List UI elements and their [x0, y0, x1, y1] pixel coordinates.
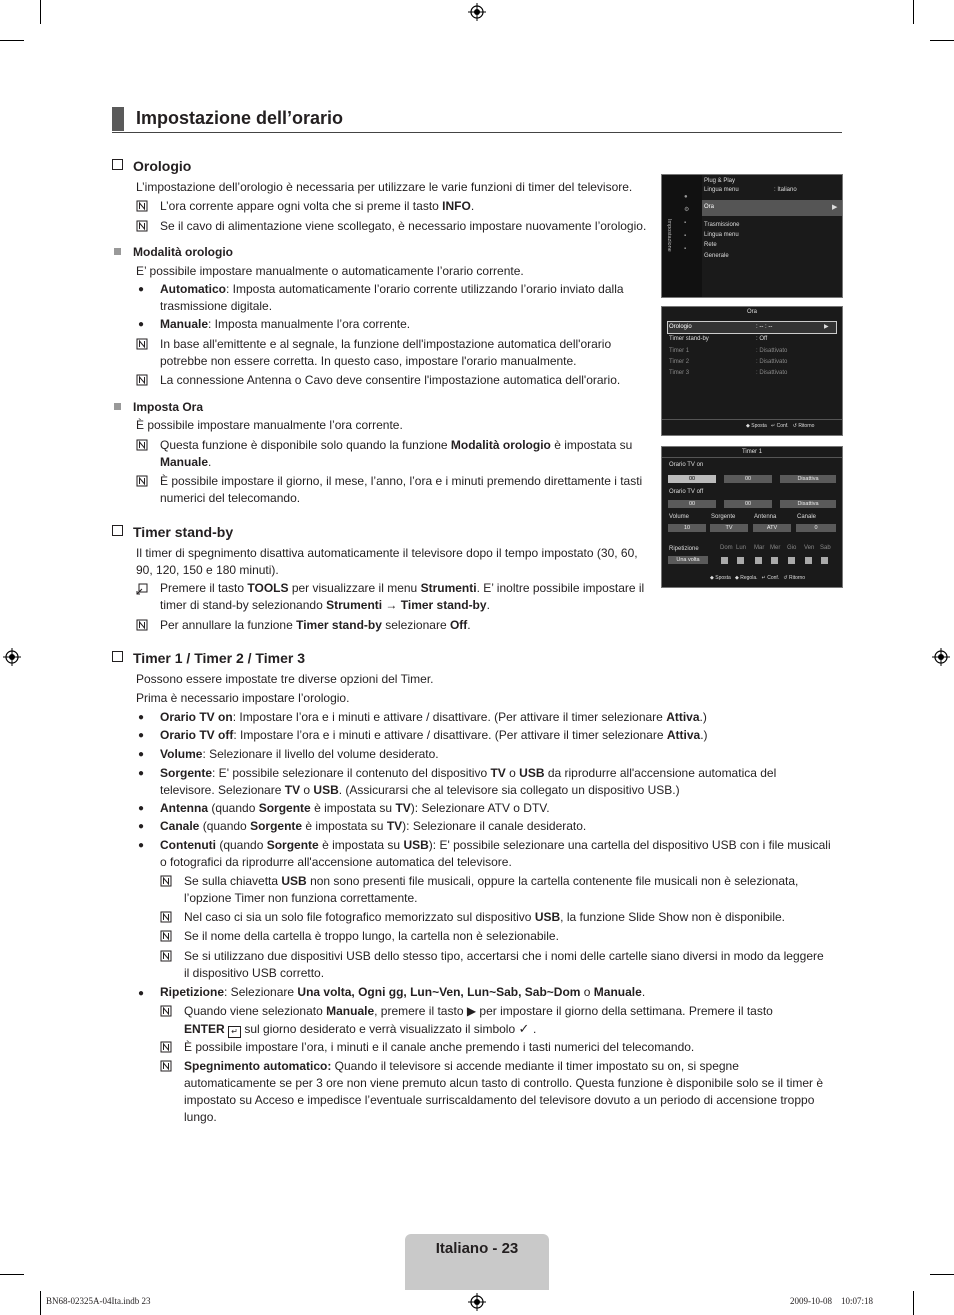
bullet-text: Ripetizione: Selezionare Una volta, Ogni gg, Lun~Ven, Lun~Sab, Sab~Dom o Manuale. [160, 985, 646, 999]
day-label: Sab [820, 545, 831, 551]
note-icon [160, 911, 172, 923]
note-icon [136, 619, 148, 631]
menu-item[interactable]: Lingua menu [704, 187, 739, 193]
bullet-icon: ● [138, 284, 145, 295]
page-title: Impostazione dell’orario [136, 108, 344, 128]
day-checkbox[interactable] [788, 557, 795, 564]
volume-field[interactable]: 10 [668, 524, 706, 532]
day-label: Mar [754, 545, 765, 551]
off-activate-field[interactable]: Disattiva [780, 500, 836, 508]
crop-mark [40, 0, 41, 24]
note-icon [160, 1060, 172, 1072]
side-label: Impostazione [666, 219, 672, 252]
bullet-icon: ● [138, 749, 145, 760]
square-bullet-icon [114, 248, 121, 255]
return-icon: ↺ [792, 423, 797, 429]
crop-mark [0, 1274, 24, 1275]
screen-title: Ora [746, 309, 757, 315]
tv-screen-timer1 [661, 446, 843, 588]
col-label: Volume [669, 514, 690, 520]
field-label: Ripetizione [669, 546, 699, 552]
note-text: Nel caso ci sia un solo file fotografico memorizzato sul dispositivo USB, la funzione Slide Show non è disponibile. [184, 910, 785, 924]
note-text: Questa funzione è disponibile solo quando la funzione Modalità orologio è impostata su Manuale. [160, 438, 633, 469]
arrow-right-icon: ▶ [824, 324, 829, 330]
note-icon [136, 338, 148, 350]
tv-screen-setup-menu [661, 174, 843, 298]
note-icon [160, 1005, 172, 1017]
note-text: Spegnimento automatico: Quando il televisore si accende mediante il timer impostato su on, si spegne automaticamente se per 3 ore non viene premuto alcun tasto di controllo. Questa funzione è disponibile solo se il timer è impostato su Acceso e impedisce l’eventuale surriscaldamento del televisore dovuto a un periodo di accensione troppo lungo. [184, 1059, 824, 1124]
print-slug-right: 2009-10-08 10:07:18 [790, 1296, 873, 1306]
note-icon [136, 439, 148, 451]
enter-icon: ↵ [228, 1026, 241, 1038]
note-text: Quando viene selezionato Manuale, premere il tasto ▶ per impostare il giorno della settimana. Premere il tasto ENTER ↵ sul giorno desiderato e verrà visualizzato il simbolo ✓ . [184, 1004, 773, 1036]
day-checkbox[interactable] [755, 557, 762, 564]
setting-label[interactable]: Timer 2 [669, 359, 690, 365]
setting-value: : -- : -- [756, 324, 773, 330]
page-title-bar [112, 107, 842, 133]
bullet-icon: ● [138, 712, 145, 723]
menu-item[interactable]: Trasmissione [704, 222, 740, 228]
crop-mark [0, 40, 24, 41]
menu-item[interactable]: Generale [704, 253, 729, 259]
print-slug-left: BN68-02325A-04Ita.indb 23 [46, 1296, 151, 1306]
col-label: Canale [797, 514, 817, 520]
crop-mark [40, 1291, 41, 1315]
day-checkbox[interactable] [721, 557, 728, 564]
crop-mark [913, 1291, 914, 1315]
on-hour-field[interactable]: 00 [668, 475, 716, 483]
registration-mark-icon [468, 3, 486, 21]
note-icon [136, 220, 148, 232]
field-label: Orario TV off [669, 489, 704, 495]
note-text: Per annullare la funzione Timer stand-by selezionare Off. [160, 618, 471, 632]
bullet-text: Volume: Selezionare il livello del volume desiderato. [160, 747, 439, 761]
menu-icon-col: ● ⚙ ▪ ▪ ▪ [684, 194, 690, 252]
menu-item[interactable]: Rete [704, 242, 717, 248]
subsection-imposta-ora: Imposta Ora [114, 400, 203, 414]
paragraph: È possibile impostare manualmente l’ora corrente. [136, 418, 403, 432]
bullet-text: Automatico: Imposta automaticamente l’orario corrente utilizzando l’orario inviato dalla trasmissione digitale. [160, 282, 624, 313]
note-icon [136, 475, 148, 487]
day-checkbox[interactable] [737, 557, 744, 564]
tools-icon [136, 583, 148, 595]
note-text: In base all'emittente e al segnale, la funzione dell'impostazione automatica dell'orario potrebbe non essere corretta. In questo caso, impostare l'orario manualmente. [160, 337, 612, 368]
bullet-icon: ● [138, 821, 145, 832]
checkbox-icon [112, 159, 123, 170]
bullet-icon: ● [138, 730, 145, 741]
section-timer-standby: Timer stand-by [112, 524, 233, 540]
setting-value: : Disattivato [756, 348, 788, 354]
setting-value: : Disattivato [756, 359, 788, 365]
section-heading: Orologio [133, 158, 192, 174]
menu-item-selected[interactable]: Ora [704, 204, 715, 210]
footer-hint: ◆ Sposta ◆ Regola. ↵ Conf. ↺ Ritorno [710, 575, 806, 581]
crop-mark [930, 40, 954, 41]
crop-mark [930, 1274, 954, 1275]
off-hour-field[interactable]: 00 [668, 500, 716, 508]
note-text: Se il cavo di alimentazione viene scollegato, è necessario impostare nuovamente l’orologio. [160, 219, 647, 233]
repeat-field[interactable]: Una volta [668, 556, 708, 564]
subsection-modalita: Modalità orologio [114, 245, 233, 259]
col-label: Sorgente [711, 514, 736, 520]
day-checkbox[interactable] [805, 557, 812, 564]
day-label: Dom [720, 545, 733, 551]
day-checkbox[interactable] [771, 557, 778, 564]
registration-mark-icon [3, 648, 21, 666]
bullet-text: Contenuti (quando Sorgente è impostata su USB): E' possibile selezionare una cartella del dispositivo USB con i file musicali o fotografici da riprodurre all'accensione automatica del televisore. [160, 838, 831, 869]
bullet-text: Canale (quando Sorgente è impostata su TV): Selezionare il canale desiderato. [160, 819, 587, 833]
arrow-right-icon: ▶ [832, 204, 838, 211]
note-text: Premere il tasto TOOLS per visualizzare il menu Strumenti. E’ inoltre possibile impostare il timer di stand-by selezionando Strumenti → Timer stand-by. [160, 581, 645, 612]
note-text: Se si utilizzano due dispositivi USB dello stesso tipo, accertarsi che i nomi delle cartelle siano diversi in modo da leggere il dispositivo USB corretto. [184, 949, 824, 980]
bullet-icon: ● [138, 803, 145, 814]
enter-icon: ↵ [761, 575, 766, 581]
paragraph: Il timer di spegnimento disattiva automaticamente il televisore dopo il tempo impostato (30, 60, 90, 120, 150 e 180 minuti). [136, 546, 638, 577]
paragraph: Possono essere impostate tre diverse opzioni del Timer. [136, 672, 434, 686]
title-accent [112, 107, 124, 131]
note-text: È possibile impostare l’ora, i minuti e il canale anche premendo i tasti numerici del telecomando. [184, 1040, 695, 1054]
note-icon [136, 374, 148, 386]
footer-hint: ◆ Sposta ↵ Conf. ↺ Ritorno [746, 423, 815, 429]
day-label: Gio [787, 545, 797, 551]
adjust-icon: ◆ [735, 575, 739, 581]
page-number: Italiano - 23 [435, 1240, 519, 1257]
antenna-field[interactable]: ATV [753, 524, 791, 532]
day-label: Lun [736, 545, 747, 551]
note-icon [160, 875, 172, 887]
setting-label[interactable]: Timer 3 [669, 370, 690, 376]
setting-value: : Disattivato [756, 370, 788, 376]
bullet-text: Orario TV off: Impostare l’ora e i minuti e attivare / disattivare. (Per attivare il timer selezionare Attiva.) [160, 728, 708, 742]
title-divider [662, 457, 842, 458]
menu-item[interactable]: Plug & Play [704, 178, 736, 184]
channel-field[interactable]: 0 [796, 524, 836, 532]
setting-label[interactable]: Timer stand-by [669, 336, 709, 342]
note-icon [136, 200, 148, 212]
bullet-text: Antenna (quando Sorgente è impostata su TV): Selezionare ATV o DTV. [160, 801, 550, 815]
move-icon: ◆ [746, 423, 750, 429]
paragraph: L’impostazione dell’orologio è necessaria per utilizzare le varie funzioni di timer del televisore. [136, 180, 633, 194]
on-minute-field[interactable]: 00 [724, 475, 772, 483]
footer-divider [662, 419, 842, 420]
bullet-text: Sorgente: E' possibile selezionare il contenuto del dispositivo TV o USB da riprodurre all'accensione automatica del televisore. Selezionare TV o USB. (Assicurarsi che al televisore sia collegato un dispositivo USB.) [160, 766, 777, 797]
note-icon [160, 930, 172, 942]
registration-mark-icon [468, 1293, 486, 1311]
field-label: Orario TV on [669, 462, 704, 468]
section-orologio [112, 158, 191, 174]
note-text: Se il nome della cartella è troppo lungo, la cartella non è selezionabile. [184, 929, 559, 943]
registration-mark-icon [932, 648, 950, 666]
off-minute-field[interactable]: 00 [724, 500, 772, 508]
tv-screen-ora [661, 306, 843, 436]
day-label: Ven [804, 545, 815, 551]
section-timers: Timer 1 / Timer 2 / Timer 3 [112, 650, 305, 666]
menu-item-value: : Italiano [774, 187, 797, 193]
row-highlight[interactable] [667, 321, 837, 334]
setting-value: : Off [756, 336, 768, 342]
screen-title: Timer 1 [741, 449, 763, 455]
menu-highlight[interactable] [702, 200, 842, 216]
checkbox-icon [112, 651, 123, 662]
bullet-icon: ● [138, 768, 145, 779]
bullet-icon: ● [138, 840, 145, 851]
setting-label[interactable]: Orologio [669, 324, 692, 330]
col-label: Antenna [754, 514, 777, 520]
move-icon: ◆ [710, 575, 714, 581]
note-icon [160, 1041, 172, 1053]
crop-mark [913, 0, 914, 24]
paragraph: Prima è necessario impostare l’orologio. [136, 691, 350, 705]
enter-icon: ↵ [771, 423, 776, 429]
note-text: Se sulla chiavetta USB non sono presenti file musicali, oppure la cartella contenente file musicali non è selezionata, l’opzione Timer non funziona correttamente. [184, 874, 799, 905]
bullet-text: Manuale: Imposta manualmente l’ora corrente. [160, 317, 411, 331]
note-text: L’ora corrente appare ogni volta che si preme il tasto INFO. [160, 199, 475, 213]
bullet-icon: ● [138, 319, 145, 330]
on-activate-field[interactable]: Disattiva [780, 475, 836, 483]
setting-label[interactable]: Timer 1 [669, 348, 690, 354]
menu-item[interactable]: Lingua menu [704, 232, 739, 238]
source-field[interactable]: TV [710, 524, 748, 532]
note-text: La connessione Antenna o Cavo deve consentire l'impostazione automatica dell'orario. [160, 373, 621, 387]
return-icon: ↺ [783, 575, 788, 581]
day-label: Mer [770, 545, 781, 551]
note-text: È possibile impostare il giorno, il mese, l’anno, l’ora e i minuti premendo direttamente i tasti numerici del telecomando. [160, 474, 643, 505]
checkmark-icon: ✓ [518, 1021, 533, 1036]
bullet-icon: ● [138, 988, 145, 999]
note-icon [160, 950, 172, 962]
day-checkbox[interactable] [821, 557, 828, 564]
square-bullet-icon [114, 403, 121, 410]
paragraph: E’ possibile impostare manualmente o automaticamente l’orario corrente. [136, 264, 524, 278]
bullet-text: Orario TV on: Impostare l’ora e i minuti e attivare / disattivare. (Per attivare il timer selezionare Attiva.) [160, 710, 707, 724]
checkbox-icon [112, 525, 123, 536]
